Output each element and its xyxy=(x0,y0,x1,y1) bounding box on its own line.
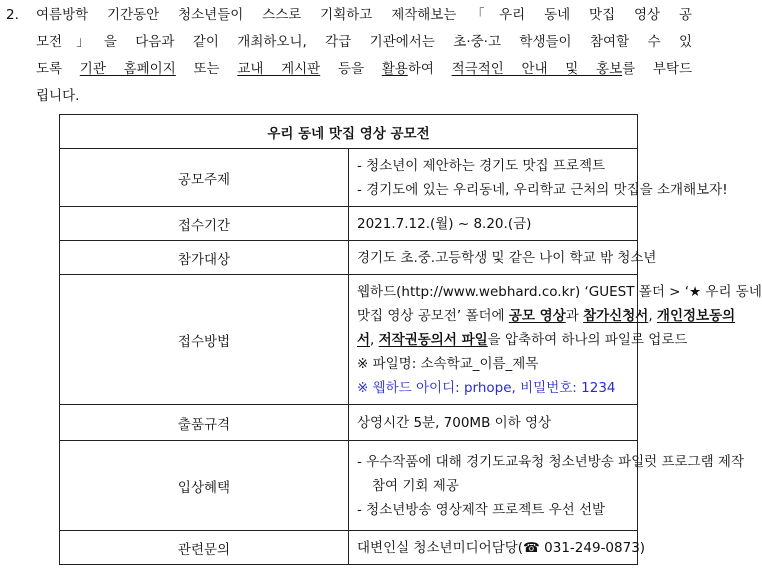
intro-paragraph xyxy=(0,2,692,110)
content-benefit: - 우수작품에 대해 경기도교육청 청소년방송 파일럿 프로그램 제작 참여 기회 제공 - 청소년방송 영상제작 프로젝트 우선 선발 xyxy=(349,441,638,531)
content-target: 경기도 초.중.고등학생 및 같은 나이 학교 밖 청소년 xyxy=(349,241,638,275)
label-benefit: 입상혜택 xyxy=(60,441,349,531)
label-theme: 공모주제 xyxy=(60,149,349,207)
label-target: 참가대상 xyxy=(60,241,349,275)
underline-board: 교내 게시판 xyxy=(237,61,321,77)
paragraph-line-4: 립니다. xyxy=(36,88,80,104)
table-row-target xyxy=(60,241,638,275)
content-spec: 상영시간 5분, 700MB 이하 영상 xyxy=(349,405,638,441)
underline-homepage: 기관 홈페이지 xyxy=(79,61,176,77)
paragraph-line-1: 2. 여름방학 기간동안 청소년들이 스스로 기획하고 제작해보는「우리 동네 맛집 영상 공 xyxy=(0,2,692,29)
table-row-spec xyxy=(60,405,638,441)
table-row-benefit xyxy=(60,441,638,531)
table-title: 우리 동네 맛집 영상 공모전 xyxy=(60,115,638,149)
underline-promotion: 적극적인 안내 및 홍보 xyxy=(451,61,623,77)
label-period: 접수기간 xyxy=(60,207,349,241)
label-method: 접수방법 xyxy=(60,275,349,405)
emph-video: 공모 영상 xyxy=(508,307,566,324)
contest-notice-table xyxy=(59,114,762,565)
table-row-period xyxy=(60,207,638,241)
emph-application: 참가신청서 xyxy=(583,307,649,324)
webhard-login-note: ※ 웹하드 아이디: prhope, 비밀번호: 1234 xyxy=(357,379,616,396)
underline-use: 활용 xyxy=(381,61,408,77)
table-row-theme xyxy=(60,149,638,207)
content-theme: - 청소년이 제안하는 경기도 맛집 프로젝트 - 경기도에 있는 우리동네, 우리학교 근처의 맛집을 소개해보자! xyxy=(349,149,638,207)
table-row-method xyxy=(60,275,638,405)
content-period: 2021.7.12.(월) ~ 8.20.(금) xyxy=(349,207,638,241)
content-method: 웹하드(http://www.webhard.co.kr) ‘GUEST 폴더 > ‘★ 우리 동네 맛집 영상 공모전’ 폴더에 공모 영상과 참가신청서, 개인정보동의 서, 저작권동의서 파일을 압축하여 하나의 파일로 업로드 ※ 파일명: 소속학교_이름_제목 ※ 웹하드 아이디: prhope, 비밀번호: 1234 xyxy=(349,275,638,405)
label-spec: 출품규격 xyxy=(60,405,349,441)
label-contact: 관련문의 xyxy=(60,531,349,565)
content-contact: 대변인실 청소년미디어담당(☎ 031-249-0873) xyxy=(349,531,638,565)
table-row-contact xyxy=(60,531,638,565)
paragraph-line-2: 모전」을 다음과 같이 개최하오니, 각급 기관에서는 초·중·고 학생들이 참여할 수 있 xyxy=(36,34,692,50)
emph-privacy: 개인정보동의 xyxy=(656,307,736,324)
item-number: 2. xyxy=(6,7,19,23)
filename-note: ※ 파일명: 소속학교_이름_제목 xyxy=(357,355,539,372)
paragraph-line-3: 도록 기관 홈페이지 또는 교내 게시판 등을 활용하여 적극적인 안내 및 홍보를 부탁드 xyxy=(36,61,693,77)
emph-copyright: 저작권동의서 파일 xyxy=(378,331,488,348)
